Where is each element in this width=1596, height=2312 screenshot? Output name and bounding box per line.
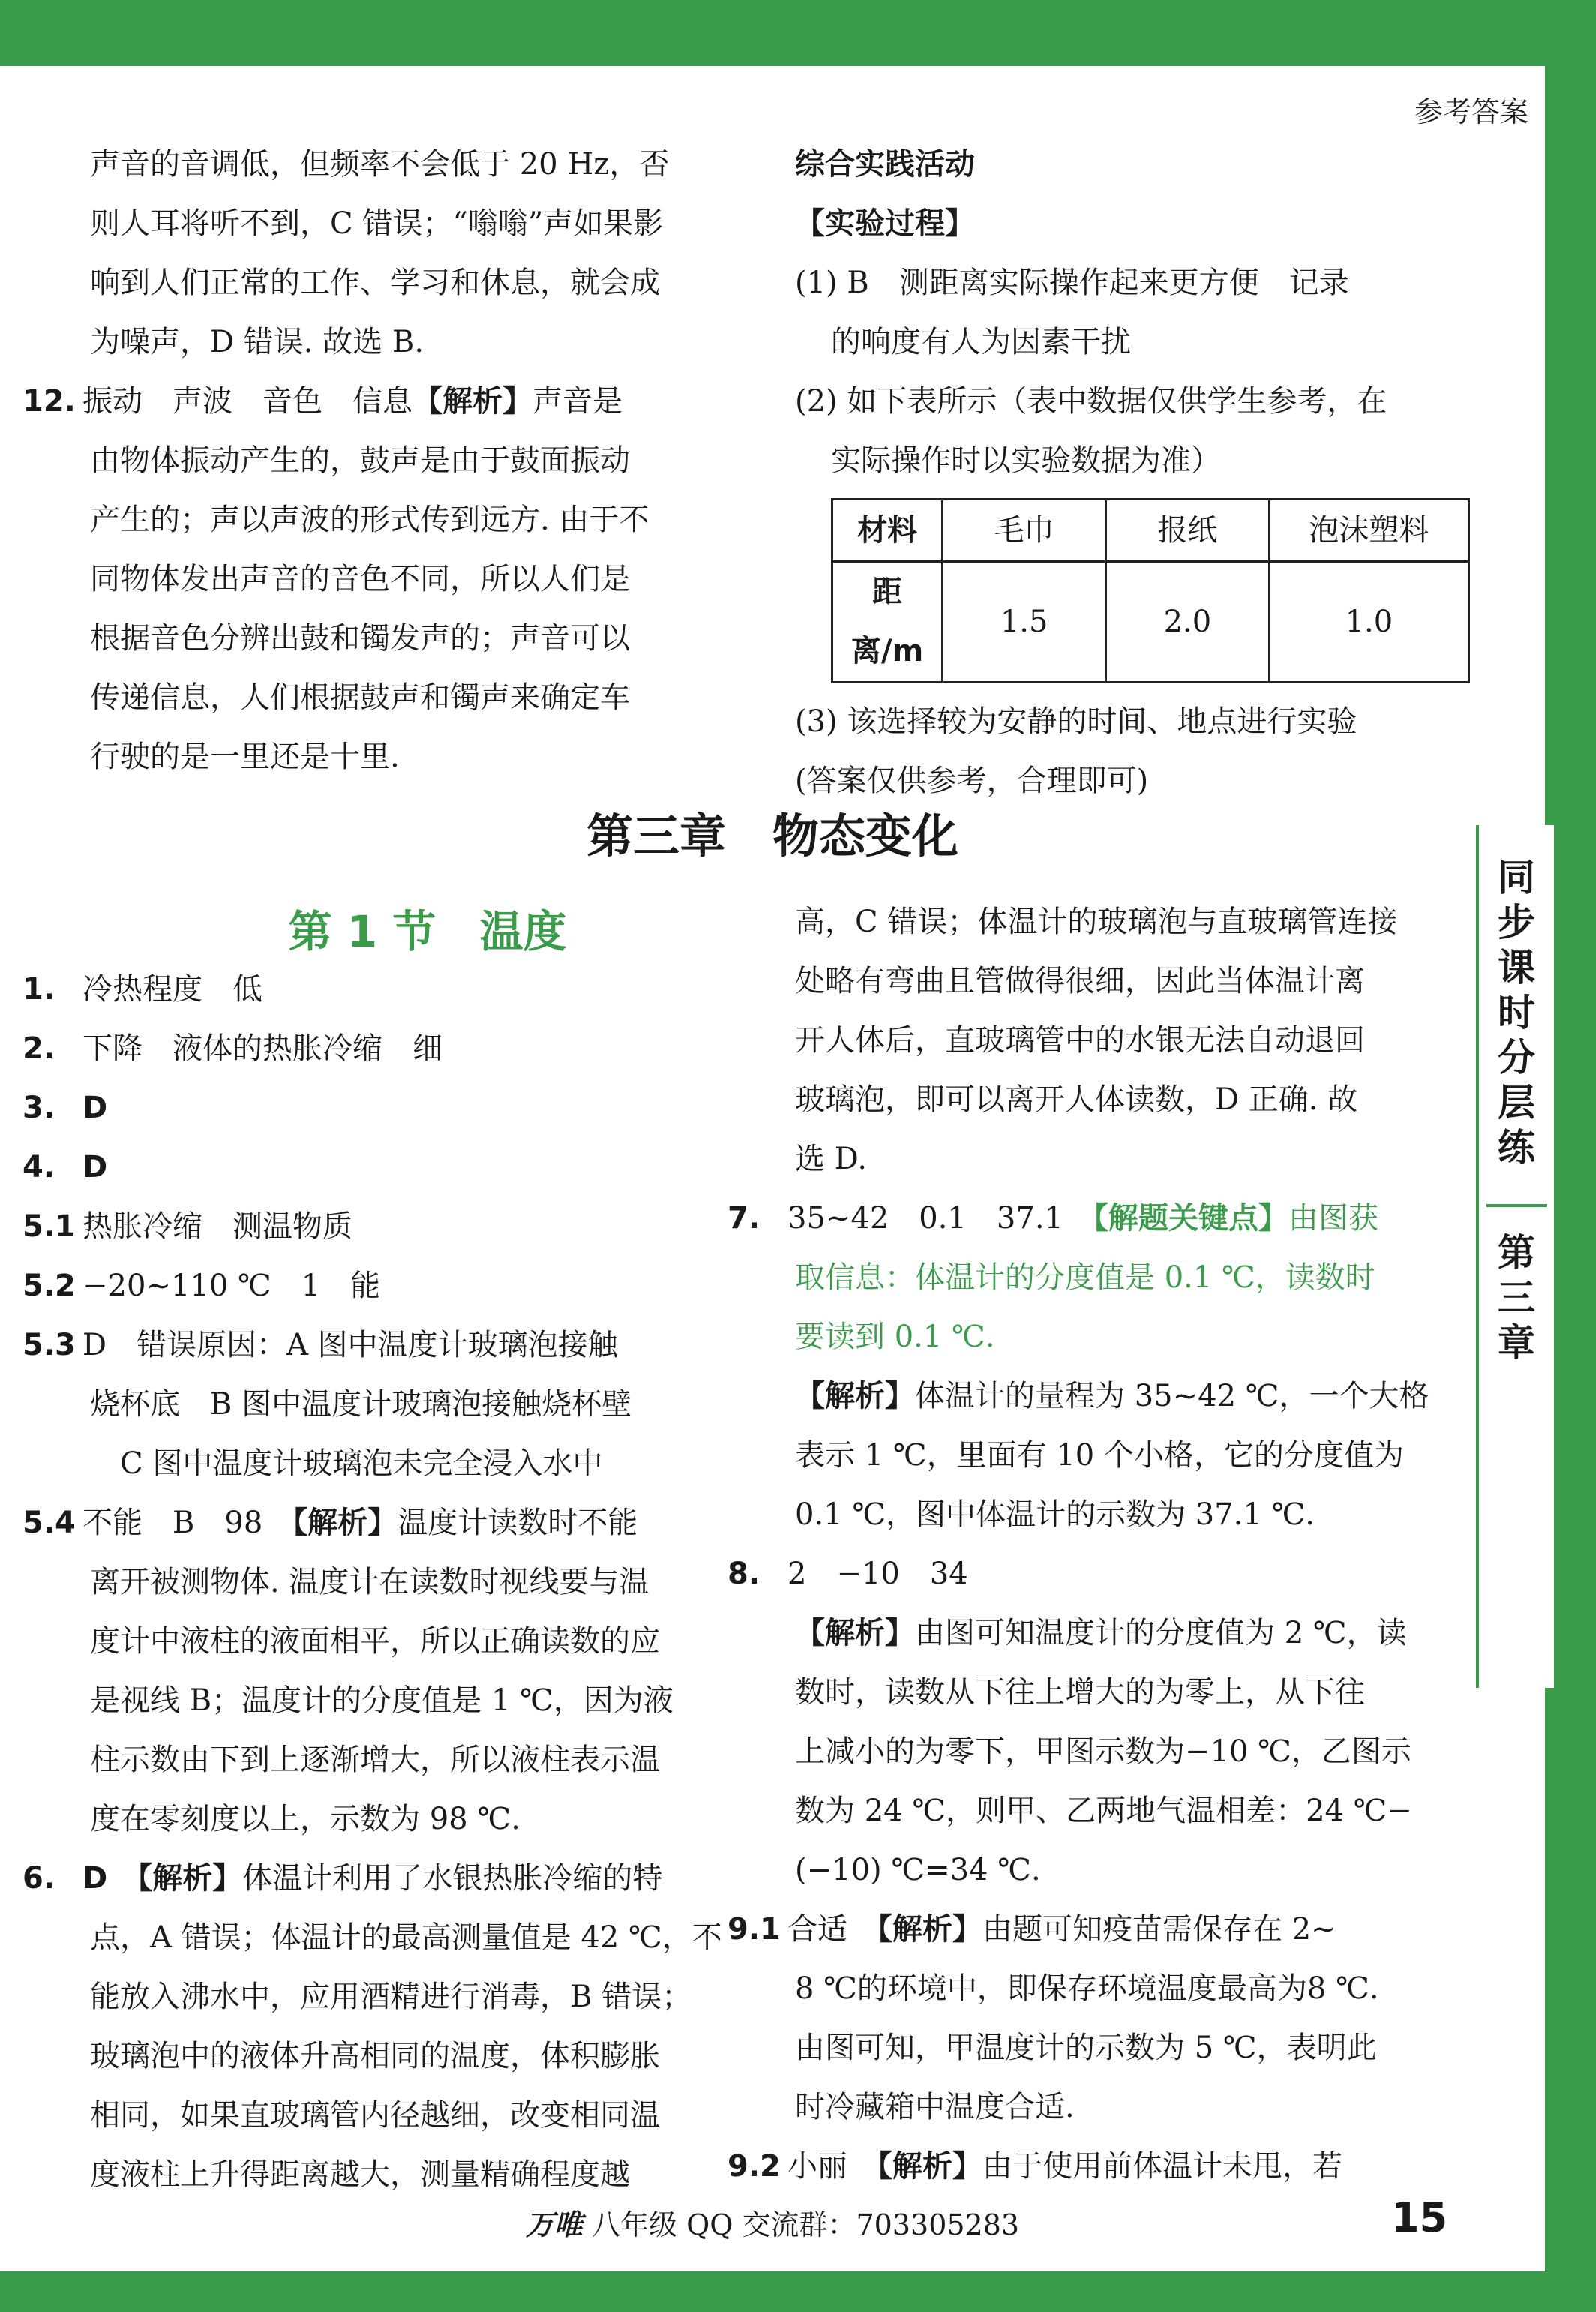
analysis-text: 体温计利用了水银热胀冷缩的特 bbox=[242, 1861, 663, 1896]
question-number: 9.1 bbox=[728, 1912, 781, 1947]
text-line: (3) 该选择较为安静的时间、地点进行实验 bbox=[795, 704, 1358, 739]
data-table bbox=[831, 498, 1470, 683]
table-cell: 1.5 bbox=[943, 562, 1106, 683]
answer-text: D bbox=[82, 1091, 108, 1125]
text-line: 烧杯底 B 图中温度计玻璃泡接触烧杯壁 bbox=[90, 1387, 632, 1422]
table-cell: 报纸 bbox=[1106, 500, 1270, 562]
text-line: 产生的；声以声波的形式传到远方. 由于不 bbox=[90, 503, 650, 537]
text-line: (−10) ℃=34 ℃. bbox=[795, 1853, 1041, 1887]
answer-text: 振动 声波 音色 信息 bbox=[82, 384, 412, 419]
question-number: 5.4 bbox=[22, 1506, 76, 1540]
lower-left-column bbox=[22, 960, 765, 2205]
text-line: 是视线 B；温度计的分度值是 1 ℃，因为液 bbox=[90, 1683, 674, 1718]
analysis-text: 声音是 bbox=[532, 384, 622, 419]
footer bbox=[0, 2202, 1545, 2243]
header-title: 参考答案 bbox=[1414, 95, 1528, 128]
answer-text: 热胀冷缩 测温物质 bbox=[82, 1209, 352, 1244]
text-line: 度计中液柱的液面相平，所以正确读数的应 bbox=[90, 1624, 660, 1659]
lower-right-column bbox=[728, 893, 1470, 2196]
analysis-tag: 【解析】 bbox=[795, 1379, 915, 1413]
footer-text: 八年级 QQ 交流群：703305283 bbox=[592, 2208, 1020, 2241]
table-header-row bbox=[832, 500, 1469, 562]
top-right-column bbox=[795, 135, 1470, 811]
activity-title: 综合实践活动 bbox=[795, 147, 975, 182]
side-tab-chapter: 第 三 章 bbox=[1498, 1231, 1535, 1365]
text-line: 8 ℃的环境中，即保存环境温度最高为8 ℃. bbox=[795, 1971, 1379, 2006]
table-cell: 材料 bbox=[832, 500, 943, 562]
analysis-tag: 【解析】 bbox=[878, 2149, 982, 2184]
text-line: 同物体发出声音的音色不同，所以人们是 bbox=[90, 562, 630, 596]
text-line: 能放入沸水中，应用酒精进行消毒，B 错误； bbox=[90, 1980, 692, 2014]
side-tab bbox=[1476, 825, 1554, 1688]
text-line: 表示 1 ℃，里面有 10 个小格，它的分度值为 bbox=[795, 1438, 1404, 1473]
brand-logo: 万唯 bbox=[525, 2208, 583, 2241]
text-line: 选 D. bbox=[795, 1142, 868, 1176]
text-line: C 图中温度计玻璃泡未完全浸入水中 bbox=[90, 1446, 603, 1481]
question-number: 8. bbox=[728, 1557, 760, 1591]
analysis-text: 由题可知疫苗需保存在 2~ bbox=[982, 1912, 1336, 1947]
analysis-tag: 【解析】 bbox=[412, 384, 532, 419]
top-left-column bbox=[22, 135, 765, 787]
chapter-title: 第三章 物态变化 bbox=[586, 809, 958, 863]
text-line: 数为 24 ℃，则甲、乙两地气温相差：24 ℃− bbox=[795, 1794, 1412, 1828]
key-point-text: 由图获 bbox=[1288, 1201, 1378, 1236]
text-line: 时冷藏箱中温度合适. bbox=[795, 2090, 1075, 2124]
text-line: 传递信息，人们根据鼓声和镯声来确定车 bbox=[90, 680, 630, 715]
analysis-text: 温度计读数时不能 bbox=[398, 1506, 638, 1540]
text-line: 柱示数由下到上逐渐增大，所以液柱表示温 bbox=[90, 1743, 660, 1777]
question-number: 5.1 bbox=[22, 1209, 76, 1244]
text-line: 0.1 ℃，图中体温计的示数为 37.1 ℃. bbox=[795, 1497, 1316, 1532]
answer-text: 小丽 bbox=[788, 2149, 878, 2184]
question-number: 12. bbox=[22, 384, 76, 419]
text-line: 根据音色分辨出鼓和镯发声的；声音可以 bbox=[90, 621, 630, 656]
question-number: 1. bbox=[22, 972, 56, 1007]
analysis-text: 由图可知温度计的分度值为 2 ℃，读 bbox=[915, 1616, 1407, 1650]
key-point-line: 取信息：体温计的分度值是 0.1 ℃，读数时 bbox=[795, 1260, 1376, 1295]
text-line: 玻璃泡中的液体升高相同的温度，体积膨胀 bbox=[90, 2039, 660, 2073]
question-number: 4. bbox=[22, 1150, 56, 1185]
text-line: 相同，如果直玻璃管内径越细，改变相同温 bbox=[90, 2098, 660, 2133]
analysis-tag: 【解析】 bbox=[878, 1912, 982, 1947]
text-line: 离开被测物体. 温度计在读数时视线要与温 bbox=[90, 1565, 650, 1599]
text-line: 开人体后，直玻璃管中的水银无法自动退回 bbox=[795, 1023, 1365, 1058]
key-point-line: 要读到 0.1 ℃. bbox=[795, 1320, 995, 1354]
table-cell: 2.0 bbox=[1106, 562, 1270, 683]
text-line: 由物体振动产生的，鼓声是由于鼓面振动 bbox=[90, 443, 630, 478]
key-point-tag: 【解题关键点】 bbox=[1094, 1201, 1288, 1236]
text-line: 玻璃泡，即可以离开人体读数，D 正确. 故 bbox=[795, 1082, 1358, 1117]
side-tab-divider bbox=[1486, 1204, 1546, 1207]
text-line: 高，C 错误；体温计的玻璃泡与直玻璃管连接 bbox=[795, 905, 1398, 939]
question-number: 7. bbox=[728, 1201, 760, 1236]
text-line: 实际操作时以实验数据为准） bbox=[831, 443, 1221, 478]
text-line: 度液柱上升得距离越大，测量精确程度越 bbox=[90, 2157, 630, 2192]
text-line: 则人耳将听不到，C 错误；“嗡嗡”声如果影 bbox=[90, 206, 664, 241]
text-line: 由图可知，甲温度计的示数为 5 ℃，表明此 bbox=[795, 2031, 1377, 2065]
answer-text: 不能 B 98 bbox=[82, 1506, 293, 1540]
text-line: 声音的音调低，但频率不会低于 20 Hz，否 bbox=[90, 147, 670, 182]
text-line: (1) B 测距离实际操作起来更方便 记录 bbox=[795, 266, 1349, 300]
text-line: 上减小的为零下，甲图示数为−10 ℃，乙图示 bbox=[795, 1734, 1412, 1769]
section-title: 第 1 节 温度 bbox=[288, 906, 567, 957]
text-line: 点，A 错误；体温计的最高测量值是 42 ℃，不 bbox=[90, 1920, 722, 1955]
question-number: 6. bbox=[22, 1861, 56, 1896]
side-tab-series: 同 步 课 时 分 层 练 bbox=[1498, 856, 1535, 1170]
question-number: 2. bbox=[22, 1031, 56, 1066]
text-line: (2) 如下表所示（表中数据仅供学生参考，在 bbox=[795, 384, 1388, 419]
text-line: 的响度有人为因素干扰 bbox=[831, 325, 1131, 359]
table-cell: 毛巾 bbox=[943, 500, 1106, 562]
question-number: 5.3 bbox=[22, 1328, 76, 1362]
answer-text: D 错误原因：A 图中温度计玻璃泡接触 bbox=[82, 1328, 618, 1362]
text-line: 处略有弯曲且管做得很细，因此当体温计离 bbox=[795, 964, 1365, 998]
page-number: 15 bbox=[1391, 2194, 1448, 2241]
table-cell: 1.0 bbox=[1269, 562, 1468, 683]
text-line: 为噪声，D 错误. 故选 B. bbox=[90, 325, 424, 359]
answer-text: 35~42 0.1 37.1 bbox=[788, 1201, 1094, 1236]
answer-text: 下降 液体的热胀冷缩 细 bbox=[82, 1031, 442, 1066]
question-number: 9.2 bbox=[728, 2149, 781, 2184]
answer-text: 合适 bbox=[788, 1912, 878, 1947]
text-line: (答案仅供参考，合理即可) bbox=[795, 764, 1149, 798]
analysis-tag: 【解析】 bbox=[137, 1861, 243, 1896]
question-number: 3. bbox=[22, 1091, 56, 1125]
answer-text: 冷热程度 低 bbox=[82, 972, 262, 1007]
text-line: 响到人们正常的工作、学习和休息，就会成 bbox=[90, 266, 660, 300]
table-row bbox=[832, 562, 1469, 683]
answer-text: D bbox=[82, 1861, 138, 1896]
text-line: 度在零刻度以上，示数为 98 ℃. bbox=[90, 1802, 520, 1836]
answer-text: 2 −10 34 bbox=[788, 1557, 968, 1591]
analysis-text: 由于使用前体温计未甩，若 bbox=[982, 2149, 1342, 2184]
analysis-tag: 【解析】 bbox=[292, 1506, 398, 1540]
answer-text: D bbox=[82, 1150, 108, 1185]
text-line: 行驶的是一里还是十里. bbox=[90, 740, 400, 774]
text-line: 数时，读数从下往上增大的为零上，从下往 bbox=[795, 1675, 1365, 1710]
answer-text: −20~110 ℃ 1 能 bbox=[82, 1269, 381, 1303]
table-cell: 泡沫塑料 bbox=[1269, 500, 1468, 562]
table-cell: 距离/m bbox=[832, 562, 943, 683]
activity-subtitle: 【实验过程】 bbox=[795, 206, 975, 241]
analysis-tag: 【解析】 bbox=[795, 1616, 915, 1650]
answer-12 bbox=[22, 372, 765, 431]
analysis-text: 体温计的量程为 35~42 ℃，一个大格 bbox=[915, 1379, 1430, 1413]
question-number: 5.2 bbox=[22, 1269, 76, 1303]
